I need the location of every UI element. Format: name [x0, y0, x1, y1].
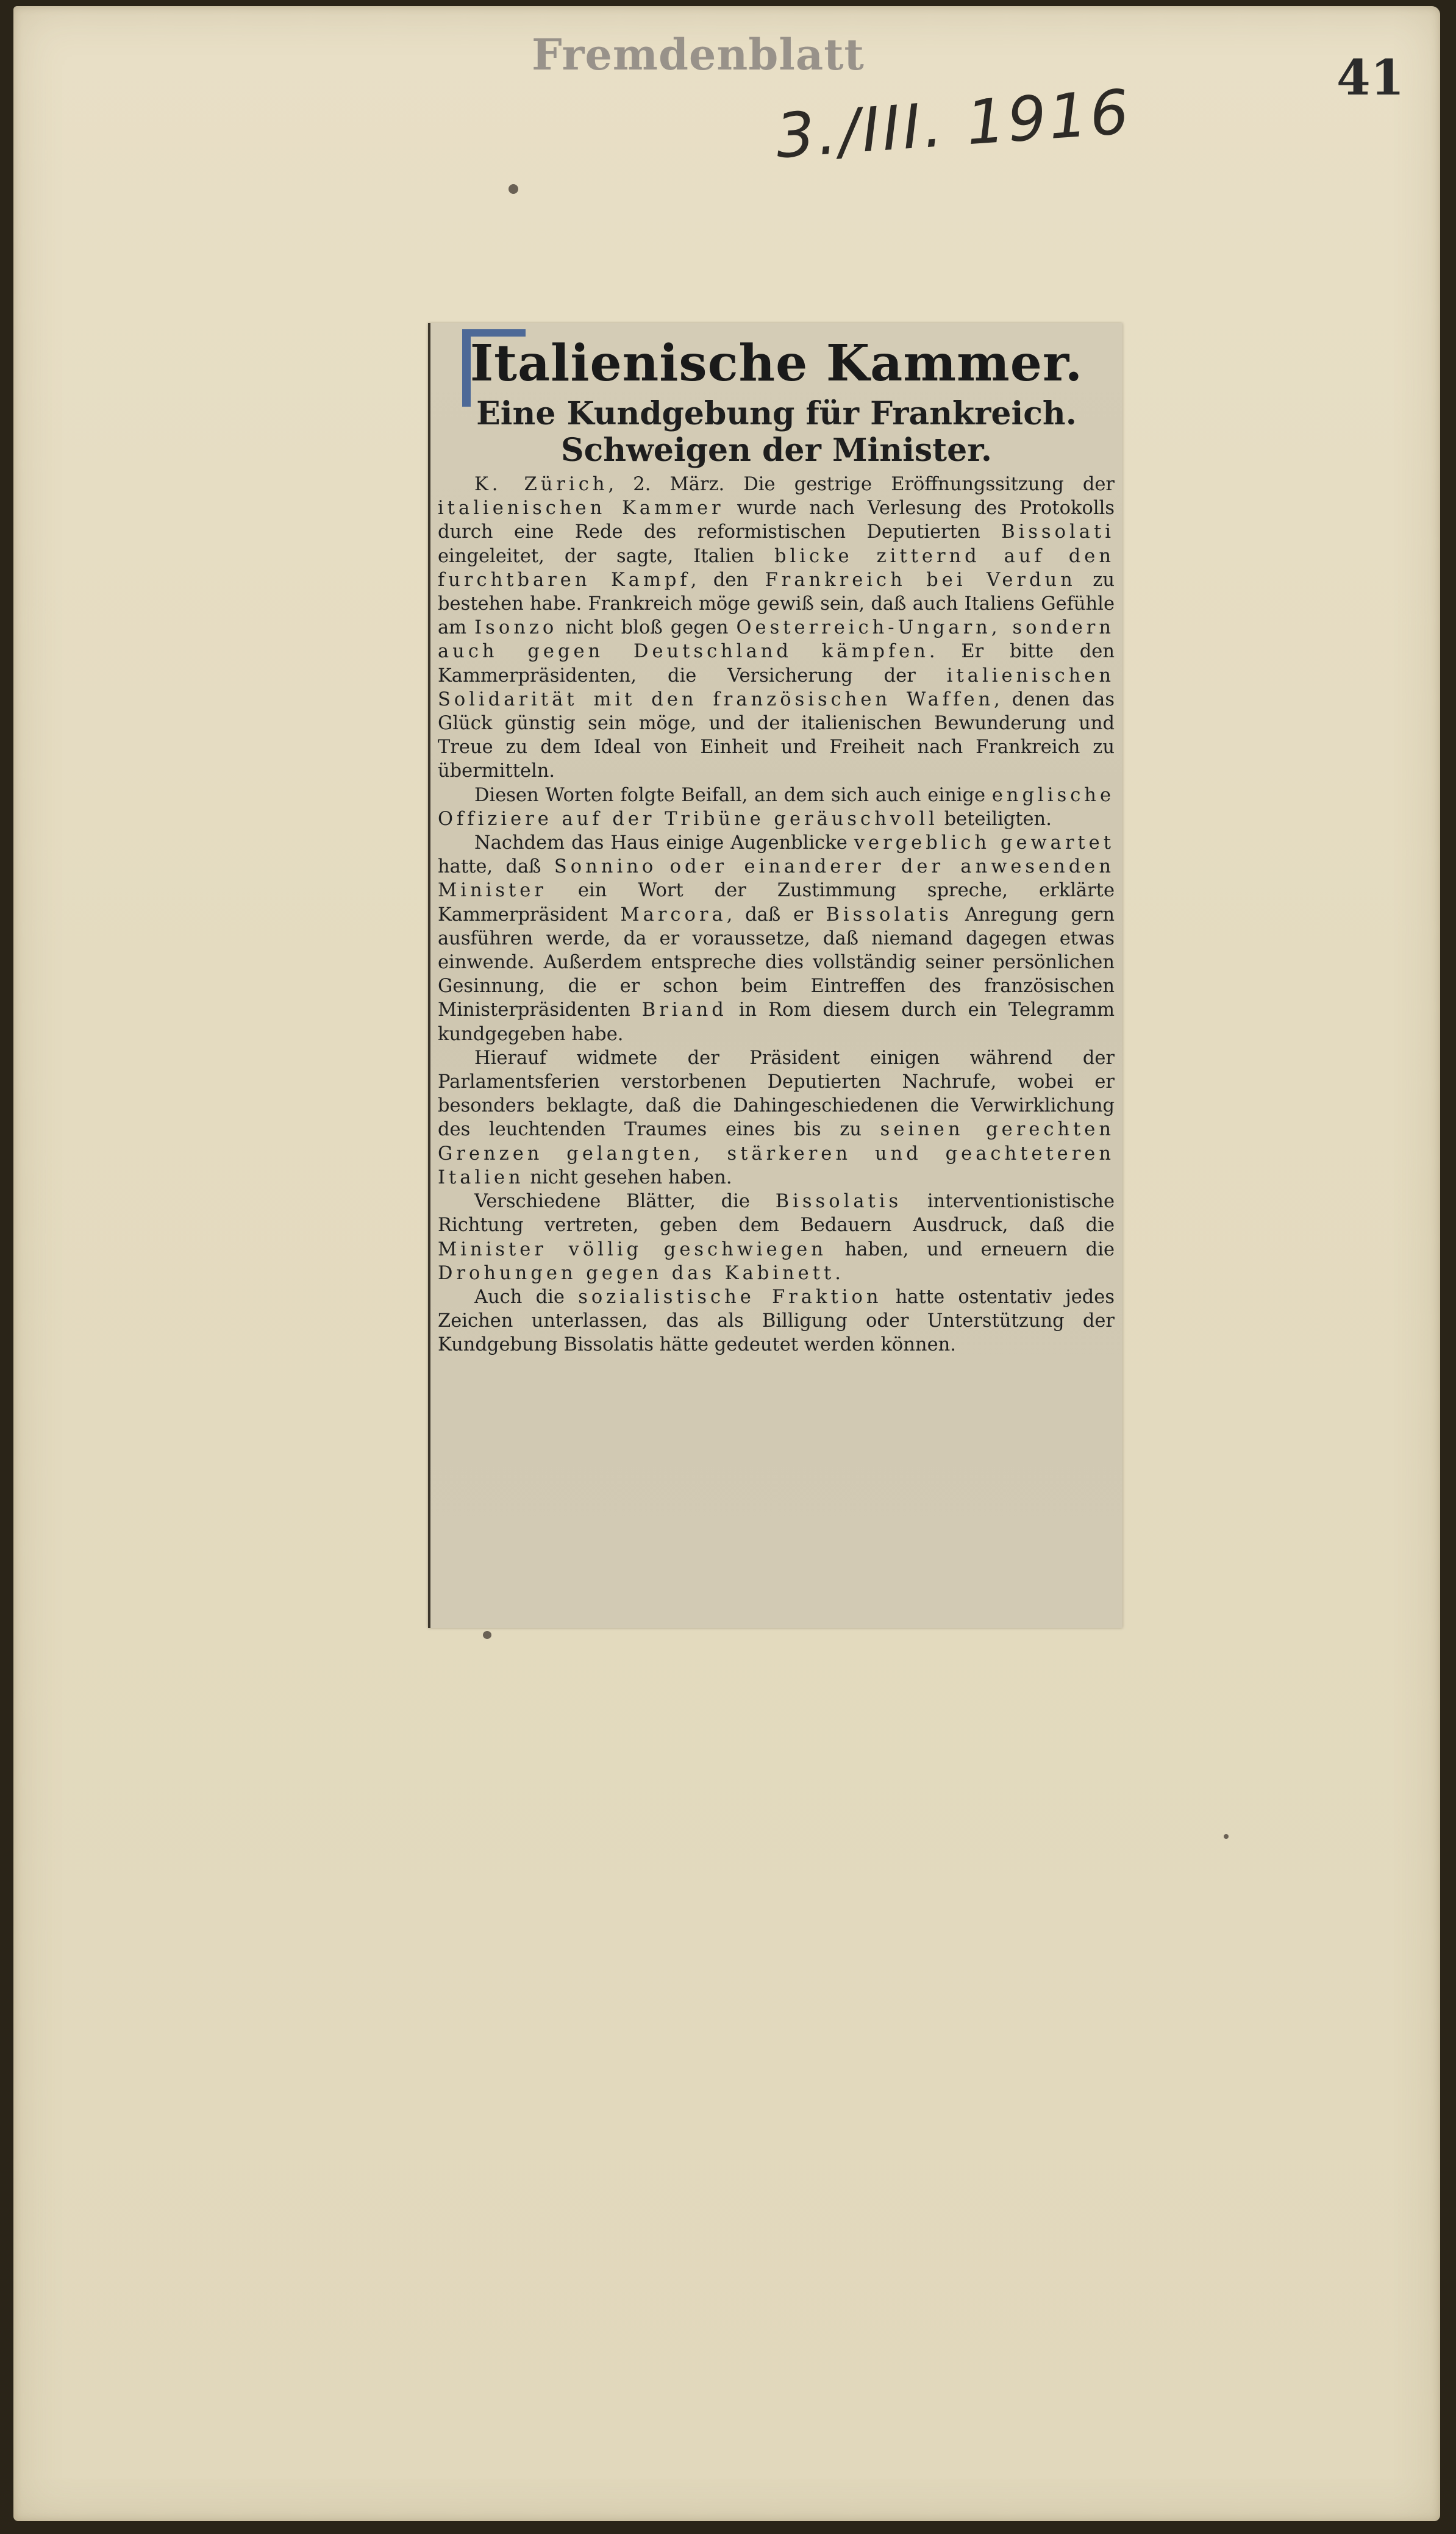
paragraph-text: , denen das Glück günstig sein möge, und der italienischen Bewunderung und Treue zu dem Ideal von Einheit und Freiheit nach Frankreich zu übermitteln. — [438, 688, 1115, 782]
emphasized-text: italienischen Solidarität mit den französischen Waffen — [438, 665, 1115, 710]
paragraph-text: ein Wort der Zustimmung spreche, erklärte Kammerpräsident — [438, 880, 1115, 926]
paragraph-text: , den — [690, 569, 765, 591]
emphasized-text: sozialistische Fraktion — [578, 1286, 882, 1308]
subheadline-2: Schweigen der Minister. — [561, 432, 992, 469]
paragraph-text: haben, und erneuern die — [826, 1238, 1115, 1260]
handwritten-date: 3./III. 1916 — [773, 76, 1134, 173]
emphasized-text: oder einanderer der anwesenden Minister — [438, 856, 1115, 902]
emphasized-text: Marcora — [620, 904, 727, 926]
emphasized-text: vergeblich gewartet — [854, 832, 1115, 854]
emphasized-text: blicke zitternd auf den furchtbaren Kampf — [438, 545, 1115, 591]
paragraph-text: eingeleitet, der sagte, Italien — [438, 545, 774, 567]
article-paragraph — [438, 783, 1115, 831]
paper-speck — [509, 184, 518, 194]
paragraph-text — [657, 856, 669, 877]
archive-sheet — [13, 6, 1440, 2521]
paragraph-text: in Rom diesem durch ein Telegramm kundgegeben habe. — [438, 999, 1115, 1045]
headline: Italienische Kammer. — [469, 334, 1083, 393]
article-paragraph — [438, 1190, 1115, 1285]
article-body — [438, 473, 1115, 1357]
paragraph-text: nicht bloß gegen — [557, 617, 737, 639]
paragraph-text: Auch die — [474, 1286, 579, 1308]
paragraph-text: interventionistische Richtung vertreten, geben dem Bedauern Ausdruck, daß die — [438, 1191, 1115, 1237]
paragraph-text: , daß er — [726, 904, 826, 926]
paragraph-text: Hierauf widmete der Präsident einigen während der Parlamentsferien verstorbenen Deputierten Nachrufe, wobei er besonders beklagte, daß die Dahingeschiedenen die Verwirklichung des leuchtenden Traumes eines bis zu — [438, 1047, 1115, 1141]
paragraph-text: Diesen Worten folgte Beifall, an dem sich auch einige — [474, 784, 992, 806]
emphasized-text: englische Offiziere auf der Tribüne geräuschvoll — [438, 784, 1115, 830]
emphasized-text: Oesterreich-Ungarn, sondern auch gegen Deutschland kämpfen — [438, 617, 1115, 663]
article-paragraph — [438, 1285, 1115, 1357]
emphasized-text: italienischen Kammer — [438, 498, 724, 519]
emphasized-text: Bissolati — [1001, 521, 1115, 543]
paragraph-text: beteiligten. — [938, 808, 1052, 830]
newspaper-clipping — [428, 323, 1122, 1628]
paper-speck — [483, 1631, 491, 1639]
emphasized-text: Frankreich bei Verdun — [765, 569, 1076, 591]
emphasized-text: seinen gerechten Grenzen gelangten, stärkeren und geachteteren Italien — [438, 1119, 1115, 1188]
paragraph-text: Verschiedene Blätter, die — [474, 1191, 776, 1213]
article-paragraph — [438, 473, 1115, 783]
paragraph-text: nicht gesehen haben. — [524, 1166, 732, 1188]
paragraph-text: wurde nach Verlesung des Protokolls durch eine Rede des reformistischen Deputierten — [438, 498, 1115, 543]
emphasized-text: Bissolatis — [826, 904, 952, 926]
subheadline-1: Eine Kundgebung für Frankreich. — [476, 395, 1077, 432]
paragraph-text: . Er bitte den Kammerpräsidenten, die Versicherung der — [438, 641, 1115, 687]
emphasized-text: Isonzo — [474, 617, 558, 639]
emphasized-text: Briand — [641, 999, 727, 1021]
emphasized-text: Sonnino — [554, 856, 657, 878]
emphasized-text: Bissolatis — [775, 1191, 902, 1213]
newspaper-stamp: Fremdenblatt — [532, 29, 865, 80]
paragraph-text: , 2. März. Die gestrige Eröffnungssitzung der — [608, 474, 1115, 495]
paragraph-text: Nachdem das Haus einige Augenblicke — [474, 832, 854, 854]
paragraph-text: hatte ostentativ jedes Zeichen unterlassen, das als Billigung oder Unterstützung der Kundgebung Bissolatis hätte gedeutet werden können. — [438, 1286, 1115, 1356]
emphasized-text: Drohungen gegen das Kabinett — [438, 1262, 835, 1284]
page-number: 41 — [1336, 49, 1405, 106]
emphasized-text: K. Zürich — [474, 474, 608, 495]
paragraph-text: Anregung gern ausführen werde, da er voraussetze, daß niemand dagegen etwas einwende. Außerdem entspreche dies vollständig seiner persönlichen Gesinnung, die er schon beim Eintreffen des französischen Ministerpräsidenten — [438, 904, 1115, 1021]
paragraph-text: zu bestehen habe. Frankreich möge gewiß sein, daß auch Italiens Gefühle am — [438, 569, 1115, 639]
paper-speck — [1224, 1834, 1229, 1839]
paragraph-text: . — [835, 1262, 841, 1284]
article-paragraph — [438, 831, 1115, 1046]
paragraph-text: hatte, daß — [438, 856, 554, 878]
article-paragraph — [438, 1046, 1115, 1190]
emphasized-text: Minister völlig geschwiegen — [438, 1238, 827, 1260]
